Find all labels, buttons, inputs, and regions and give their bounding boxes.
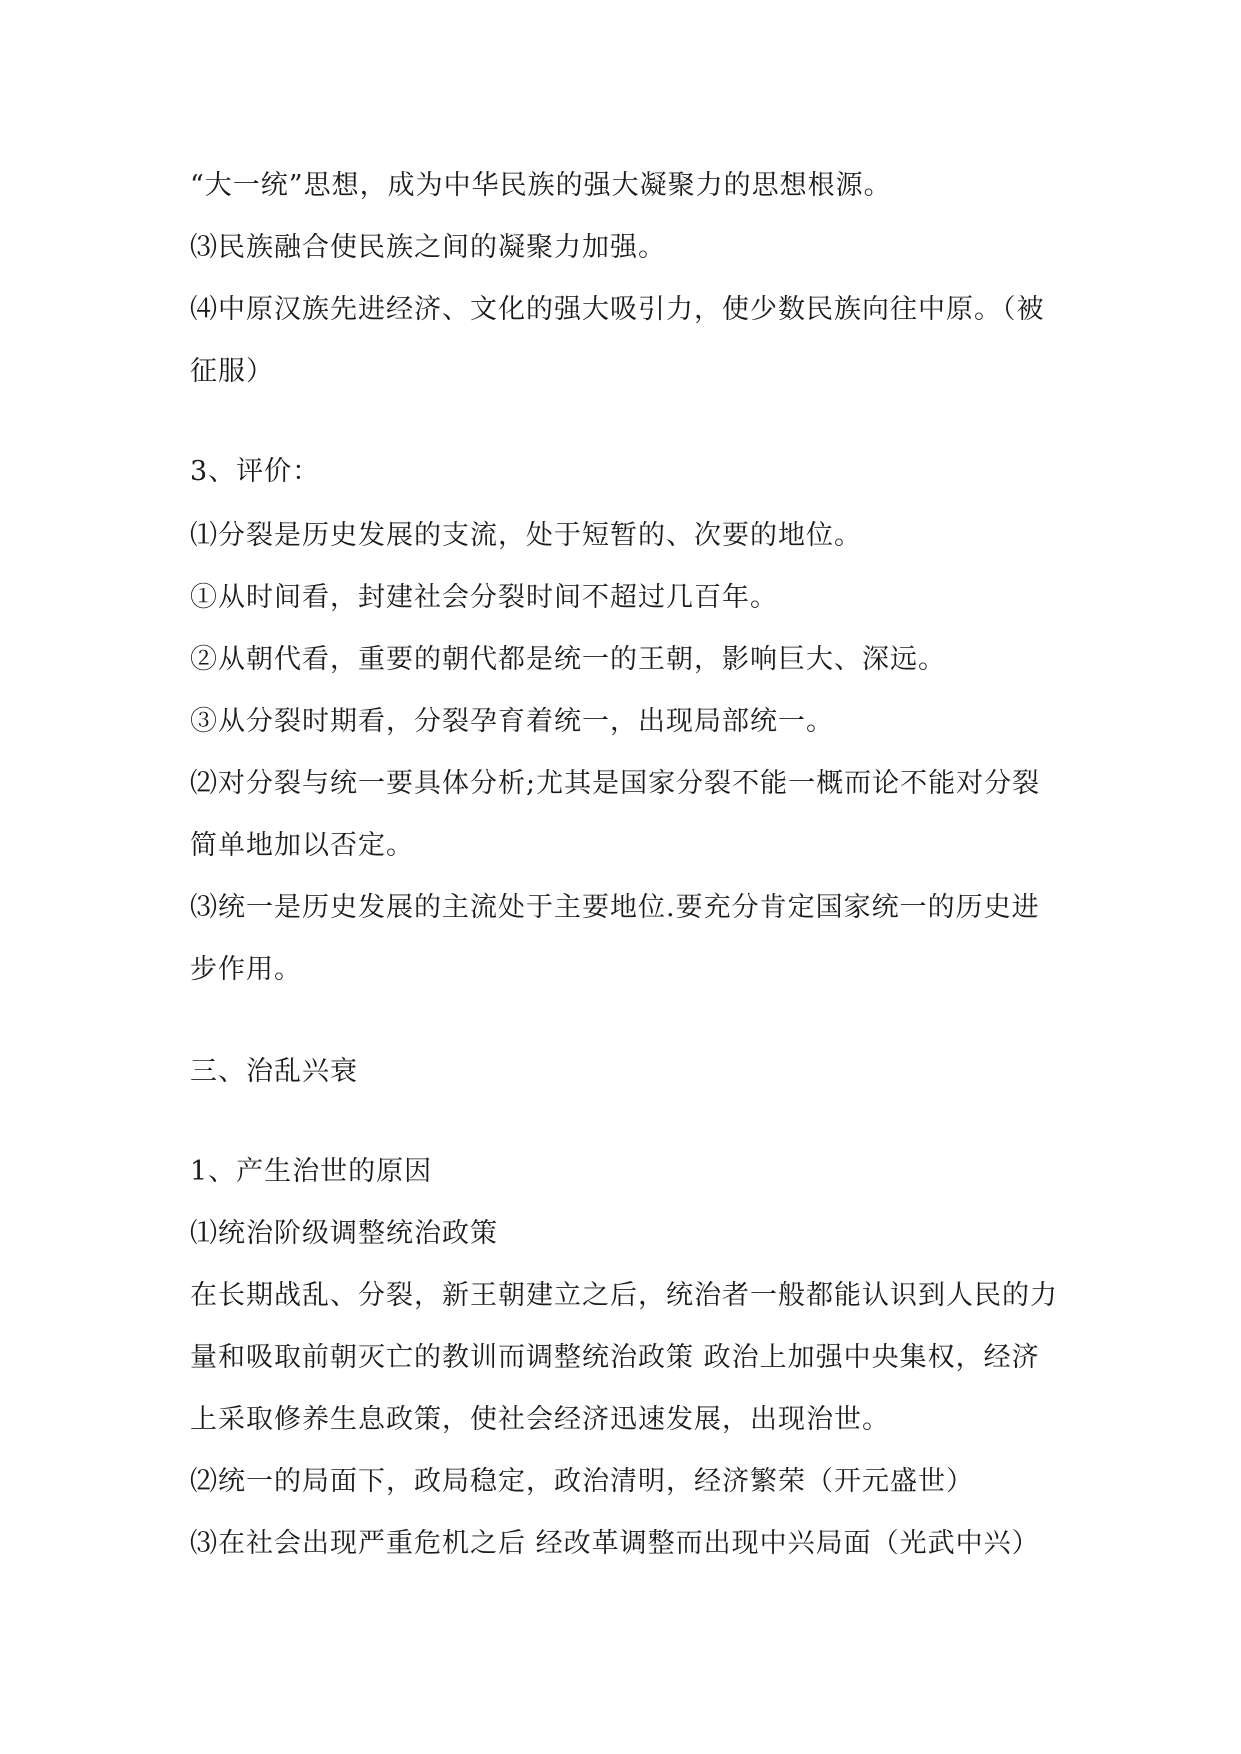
text-line: “大一统”思想，成为中华民族的强大凝聚力的思想根源。 xyxy=(190,170,892,201)
text-line: 步作用。 xyxy=(190,954,302,985)
text-line: ⑴统治阶级调整统治政策 xyxy=(190,1218,498,1249)
section-heading: 三、治乱兴衰 xyxy=(190,1056,358,1087)
text-line: ⑵统一的局面下，政局稳定，政治清明，经济繁荣（开元盛世） xyxy=(190,1466,974,1497)
text-line: ⑷中原汉族先进经济、文化的强大吸引力，使少数民族向往中原。（被 xyxy=(190,294,1045,325)
text-line: ⑴分裂是历史发展的支流，处于短暂的、次要的地位。 xyxy=(190,520,862,551)
text-line: ⑶在社会出现严重危机之后 经改革调整而出现中兴局面（光武中兴） xyxy=(190,1528,1040,1559)
text-line: ②从朝代看，重要的朝代都是统一的王朝，影响巨大、深远。 xyxy=(190,644,946,675)
text-line: 简单地加以否定。 xyxy=(190,830,414,861)
text-line: 量和吸取前朝灭亡的教训而调整统治政策 政治上加强中央集权，经济 xyxy=(190,1342,1040,1373)
text-line: ③从分裂时期看，分裂孕育着统一，出现局部统一。 xyxy=(190,706,834,737)
text-line: 征服） xyxy=(190,356,274,387)
text-line: ⑵对分裂与统一要具体分析;尤其是国家分裂不能一概而论不能对分裂 xyxy=(190,768,1041,799)
text-line: 上采取修养生息政策，使社会经济迅速发展，出现治世。 xyxy=(190,1404,890,1435)
section-heading: 1、产生治世的原因 xyxy=(190,1156,433,1187)
text-line: ⑶统一是历史发展的主流处于主要地位.要充分肯定国家统一的历史进 xyxy=(190,892,1040,923)
text-line: ①从时间看，封建社会分裂时间不超过几百年。 xyxy=(190,582,778,613)
text-line: 在长期战乱、分裂，新王朝建立之后，统治者一般都能认识到人民的力 xyxy=(190,1280,1058,1311)
section-heading: 3、评价： xyxy=(190,456,321,487)
text-line: ⑶民族融合使民族之间的凝聚力加强。 xyxy=(190,232,666,263)
